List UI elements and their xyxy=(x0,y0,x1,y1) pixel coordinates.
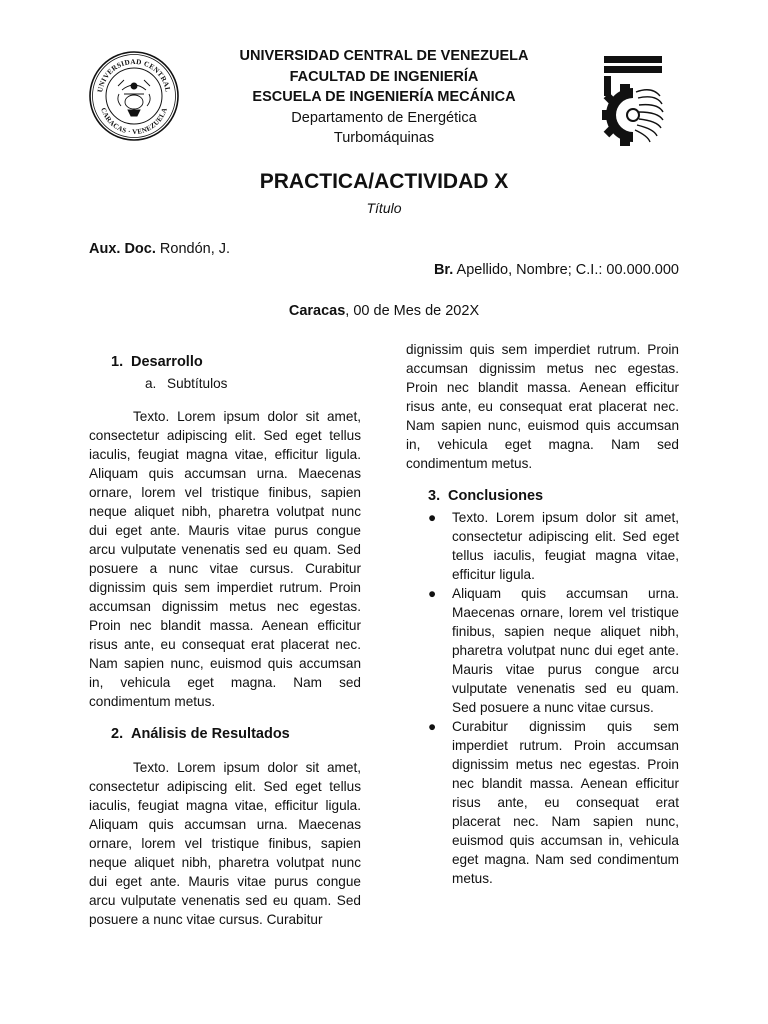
university-name: UNIVERSIDAD CENTRAL DE VENEZUELA xyxy=(239,48,529,64)
list-item-text: Aliquam quis accumsan urna. Maecenas ornare, lorem vel tristique finibus, sapien neque aliquet nibh, pharetra volutpat nunc dui eget ante. Mauris vitae purus congue arcu vulputate venenatis sed eu quam. Sed posuere a nunc vitae cursus. xyxy=(452,586,679,715)
section-heading-conclusiones xyxy=(428,487,679,506)
aux-doc-line xyxy=(89,241,230,257)
section-title: Desarrollo xyxy=(131,354,203,370)
section-heading-desarrollo xyxy=(111,353,361,372)
seal-text-top: UNIVERSIDAD CENTRAL xyxy=(96,57,172,93)
aux-doc-name: Rondón, J. xyxy=(155,241,231,257)
list-item xyxy=(406,508,679,584)
university-seal-icon xyxy=(88,50,180,142)
faculty-name: FACULTAD DE INGENIERÍA xyxy=(289,68,479,85)
section-number: 1. xyxy=(111,354,124,370)
list-item xyxy=(406,717,679,888)
bullet-icon: ● xyxy=(428,510,437,525)
analisis-paragraph-continued: dignissim quis sem imperdiet rutrum. Proin accumsan dignissim metus nec egestas. Proin nec blandit massa. Aenean efficitur risus ante, eu consequat erat placerat nec. Nam sapien nunc, euismod quis accumsan in, vehicula eget magna. Nam sed condimentum metus. xyxy=(406,342,679,471)
date-text: , 00 de Mes de 202X xyxy=(345,303,480,319)
desarrollo-paragraph: Texto. Lorem ipsum dolor sit amet, consectetur adipiscing elit. Sed eget tellus iaculis, feugiat magna vitae, efficitur ligula. Aliquam quis accumsan urna. Maecenas ornare, lorem vel tristique finibus, sapien neque aliquet nibh, pharetra volutpat nunc dui eget ante. Mauris vitae purus congue arcu vulputate venenatis sed eu quam. Sed posuere a nunc vitae cursus. Curabitur dignissim quis sem imperdiet rutrum. Proin accumsan dignissim metus nec egestas. Proin nec blandit massa. Aenean efficitur risus ante, eu consequat erat placerat nec. Nam sapien nunc, euismod quis accumsan in, vehicula eget magna. Nam sed condimentum metus. xyxy=(89,409,361,709)
subsection-heading xyxy=(145,374,361,393)
section-title: Análisis de Resultados xyxy=(131,726,290,742)
right-column xyxy=(406,340,679,888)
department-name: Departamento de Energética xyxy=(291,109,477,126)
document-title: PRACTICA/ACTIVIDAD X xyxy=(259,170,509,193)
seal-text-bottom: CARACAS · VENEZUELA xyxy=(99,106,169,137)
bullet-icon: ● xyxy=(428,586,437,601)
section-heading-analisis xyxy=(111,725,361,744)
conclusions-list xyxy=(406,508,679,888)
list-item-text: Texto. Lorem ipsum dolor sit amet, consectetur adipiscing elit. Sed eget tellus iaculis, feugiat magna vitae, efficitur ligula. xyxy=(452,510,679,582)
subsection-letter: a. xyxy=(145,376,157,391)
section-number: 3. xyxy=(428,488,441,504)
section-number: 2. xyxy=(111,726,124,742)
location-date-line xyxy=(0,303,768,319)
document-subtitle: Título xyxy=(366,200,402,216)
bullet-icon: ● xyxy=(428,719,437,734)
school-name: ESCUELA DE INGENIERÍA MECÁNICA xyxy=(252,89,516,105)
gear-turbine-icon xyxy=(600,52,666,148)
list-item-text: Curabitur dignissim quis sem imperdiet rutrum. Proin accumsan dignissim metus nec egestas. Proin nec blandit massa. Aenean efficitur risus ante, eu consequat erat placerat nec. Nam sapien nunc, euismod quis accumsan in, vehicula eget magna. Nam sed condimentum metus. xyxy=(452,719,679,886)
city-name: Caracas xyxy=(288,303,346,319)
student-value: Apellido, Nombre; C.I.: 00.000.000 xyxy=(453,262,679,278)
list-item xyxy=(406,584,679,717)
student-line xyxy=(434,262,679,278)
section-title: Conclusiones xyxy=(448,488,544,504)
institution-header xyxy=(190,46,578,149)
analisis-paragraph: Texto. Lorem ipsum dolor sit amet, consectetur adipiscing elit. Sed eget tellus iaculis, feugiat magna vitae, efficitur ligula. Aliquam quis accumsan urna. Maecenas ornare, lorem vel tristique finibus, sapien neque aliquet nibh, pharetra volutpat nunc dui eget ante. Mauris vitae purus congue arcu vulputate venenatis sed eu quam. Sed posuere a nunc vitae cursus. Curabitur xyxy=(89,760,361,927)
student-label: Br. xyxy=(433,262,454,278)
left-column xyxy=(89,353,361,929)
area-name: Turbomáquinas xyxy=(333,130,435,146)
subsection-title: Subtítulos xyxy=(167,376,228,391)
aux-doc-label: Aux. Doc. xyxy=(89,241,156,257)
